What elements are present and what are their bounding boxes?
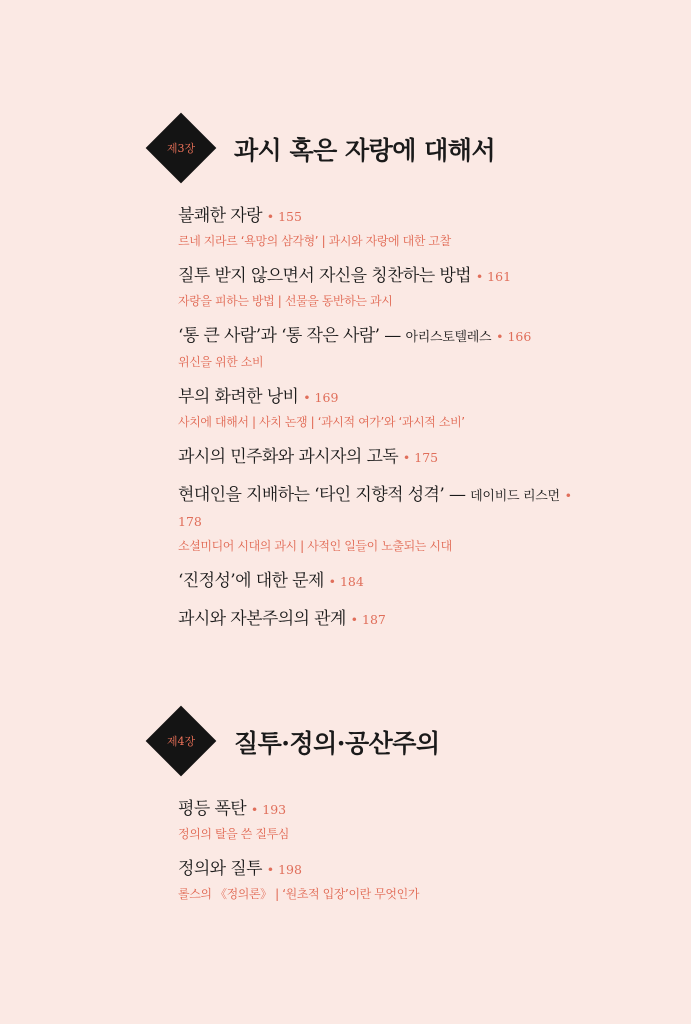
toc-entry-title [178, 264, 598, 289]
page-number: • 166 [496, 329, 531, 344]
page-number: • 175 [403, 450, 438, 465]
toc-entry [178, 483, 598, 556]
toc-entry-title [178, 569, 598, 594]
entry-subtopics: 정의의 탈을 쓴 질투심 [178, 827, 289, 841]
toc-entry [178, 324, 598, 372]
toc-entry-title [178, 445, 598, 470]
toc-entry [178, 857, 598, 904]
chapter-header [0, 113, 691, 185]
entry-author: 아리스토텔레스 [405, 330, 492, 345]
toc-list [178, 204, 598, 632]
chapter-title: 과시 혹은 자랑에 대해서 [234, 136, 496, 165]
chapter-badge [146, 113, 216, 183]
chapter-badge [146, 706, 216, 776]
chapter-4 [0, 706, 691, 917]
entry-title-text: 과시의 민주화와 과시자의 고독 [178, 447, 399, 467]
entry-title-text: 질투 받지 않으면서 자신을 칭찬하는 방법 [178, 266, 471, 286]
entry-subtopics: 롤스의 《정의론》 | ‘원초적 입장’이란 무엇인가 [178, 887, 420, 901]
toc-entry [178, 264, 598, 311]
toc-entry-title [178, 797, 598, 822]
toc-entry-title [178, 385, 598, 410]
entry-title-text: ‘통 큰 사람’과 ‘통 작은 사람’ — [178, 326, 401, 346]
chapter-title: 질투·정의·공산주의 [234, 729, 440, 758]
entry-title-text: 정의와 질투 [178, 859, 262, 879]
toc-entry-title [178, 857, 598, 882]
toc-entry-title [178, 607, 598, 632]
toc-entry-title [178, 324, 598, 350]
page-number: • 178 [178, 488, 572, 529]
page-number: • 161 [476, 269, 511, 284]
entry-subtopics: 자랑을 피하는 방법 | 선물을 동반하는 과시 [178, 294, 393, 308]
toc-entry [178, 797, 598, 844]
entry-title-text: 불쾌한 자랑 [178, 206, 262, 226]
entry-subtopics: 사치에 대해서 | 사치 논쟁 | ‘과시적 여가’와 ‘과시적 소비’ [178, 415, 465, 429]
toc-entry [178, 569, 598, 594]
entry-title-text: 부의 화려한 낭비 [178, 387, 299, 407]
page-number: • 198 [267, 862, 302, 877]
toc-list [178, 797, 598, 904]
page-number: • 193 [251, 802, 286, 817]
page-number: • 155 [267, 209, 302, 224]
toc-entry [178, 385, 598, 432]
entry-subtopics: 소셜미디어 시대의 과시 | 사적인 일들이 노출되는 시대 [178, 539, 452, 553]
entry-title-text: 현대인을 지배하는 ‘타인 지향적 성격’ — [178, 485, 466, 505]
entry-subtopics: 위신을 위한 소비 [178, 355, 264, 369]
toc-entry [178, 607, 598, 632]
page-number: • 184 [329, 574, 364, 589]
entry-title-text: 평등 폭탄 [178, 799, 247, 819]
entry-title-text: ‘진정성’에 대한 문제 [178, 571, 324, 591]
page-number: • 169 [303, 390, 338, 405]
toc-entry-title [178, 483, 598, 534]
chapter-number: 제4장 [166, 735, 196, 748]
chapter-3 [0, 113, 691, 645]
chapter-header [0, 706, 691, 778]
entry-title-text: 과시와 자본주의의 관계 [178, 609, 346, 629]
page-number: • 187 [351, 612, 386, 627]
entry-subtopics: 르네 지라르 ‘욕망의 삼각형’ | 과시와 자랑에 대한 고찰 [178, 234, 451, 248]
toc-entry [178, 445, 598, 470]
entry-author: 데이비드 리스먼 [470, 489, 560, 504]
toc-entry [178, 204, 598, 251]
chapter-number: 제3장 [166, 142, 196, 155]
toc-entry-title [178, 204, 598, 229]
